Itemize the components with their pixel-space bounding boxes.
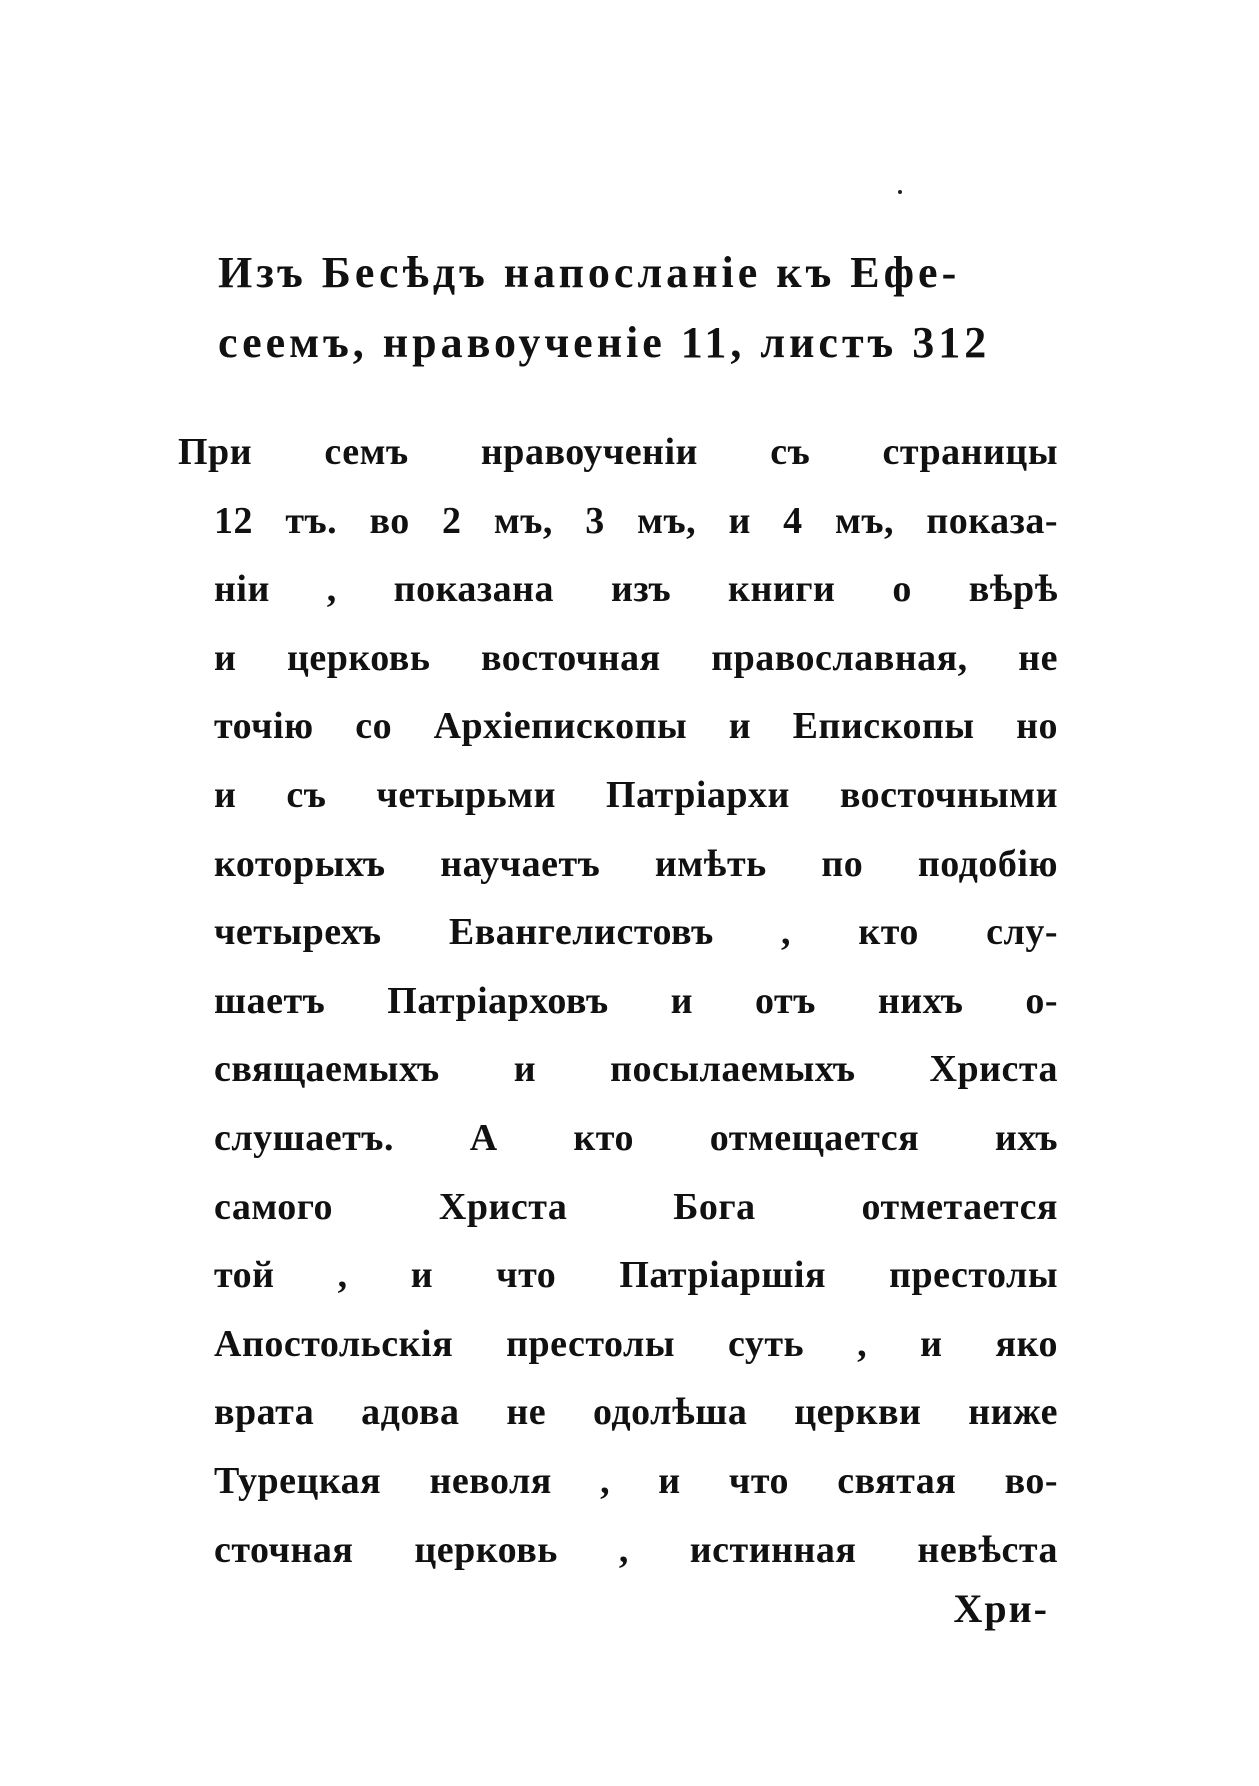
text-line: 12 тъ. во 2 мъ, 3 мъ, и 4 мъ, показа- [214, 499, 1058, 542]
text-line: той , и что Патріаршія престолы [214, 1254, 1058, 1297]
text-line: четырехъ Евангелистовъ , кто слу- [214, 911, 1058, 954]
text-line: самого Христа Бога отметается [214, 1185, 1058, 1228]
text-line: и церковь восточная православная, не [214, 636, 1058, 679]
text-line: Турецкая неволя , и что святая во- [214, 1459, 1058, 1502]
text-line: и съ четырьми Патріархи восточными [214, 773, 1058, 816]
text-line: Апостольскія престолы суть , и яко [214, 1322, 1058, 1365]
heading-line: Изъ Бесѣдъ напосланіе къ Ефе- [218, 248, 961, 297]
heading-line: сеемъ, нравоученіе 11, листъ 312 [218, 318, 991, 367]
body-paragraph [178, 418, 1058, 1584]
ink-speck [898, 190, 902, 194]
text-line: врата адова не одолѣша церкви ниже [214, 1391, 1058, 1434]
text-line: ніи , показана изъ книги о вѣрѣ [214, 568, 1058, 611]
text-line: шаетъ Патріарховъ и отъ нихъ о- [214, 979, 1058, 1022]
text-line: слушаетъ. А кто отмещается ихъ [214, 1116, 1058, 1159]
catchword: Хри- [953, 1586, 1049, 1631]
text-line: сточная церковь , истинная невѣста [214, 1528, 1058, 1571]
text-line: При семъ нравоученіи съ страницы [178, 431, 1058, 473]
text-line: точію со Архіепископы и Епископы но [214, 705, 1058, 748]
section-heading [218, 238, 1048, 378]
text-line: свящаемыхъ и посылаемыхъ Христа [214, 1048, 1058, 1091]
text-line: которыхъ научаетъ имѣть по подобію [214, 842, 1058, 885]
